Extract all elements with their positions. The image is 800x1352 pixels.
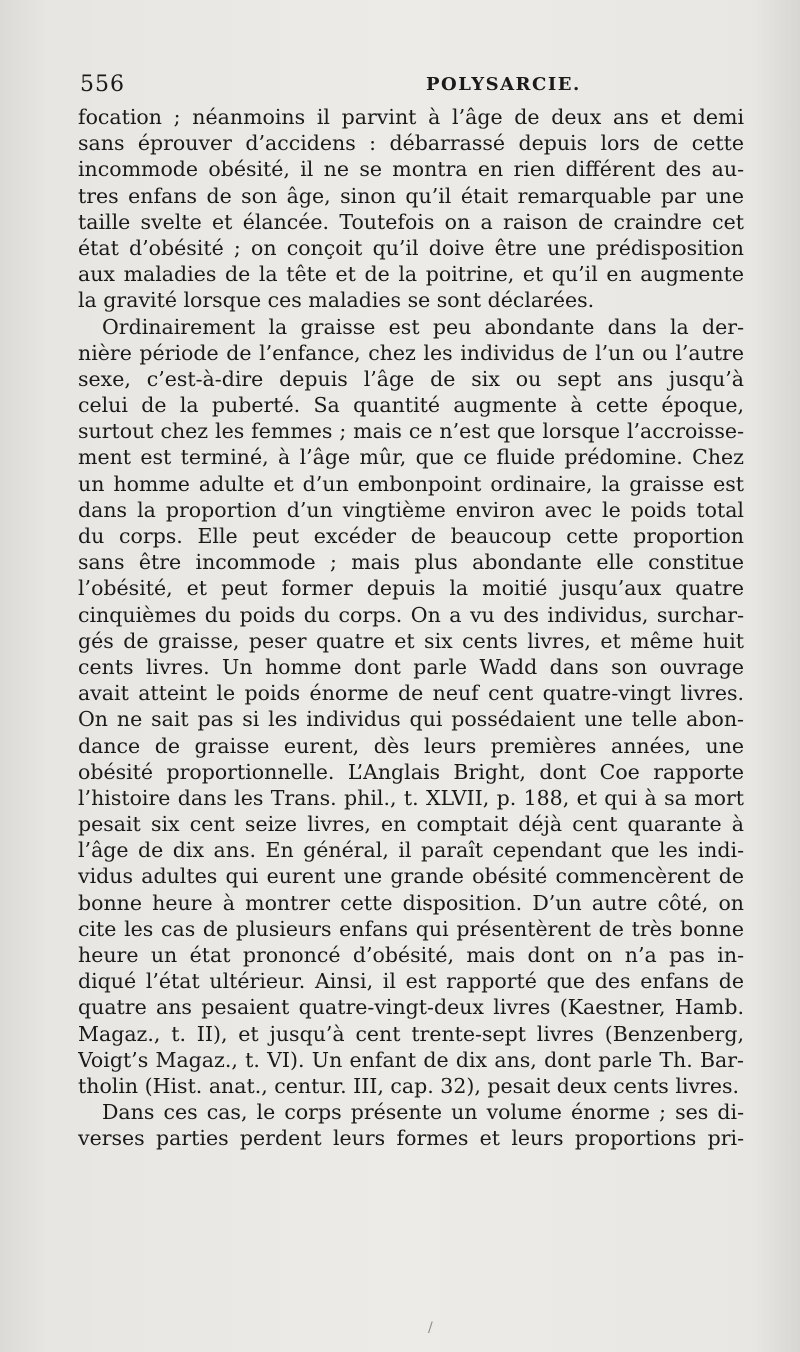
text-line: verses parties perdent leurs formes et leurs proportions pri- bbox=[78, 1126, 744, 1151]
text-line: Magaz., t. II), et jusqu’à cent trente-sept livres (Benzenberg, bbox=[78, 1021, 744, 1046]
text-line: l’âge de dix ans. En général, il paraît cependant que les indi- bbox=[78, 838, 744, 863]
text-line: gés de graisse, peser quatre et six cents livres, et même huit bbox=[78, 628, 744, 653]
text-line: avait atteint le poids énorme de neuf cent quatre-vingt livres. bbox=[78, 681, 744, 706]
running-title: POLYSARCIE. bbox=[426, 74, 581, 95]
paragraph bbox=[78, 314, 744, 1100]
text-line: Voigt’s Magaz., t. VI). Un enfant de dix ans, dont parle Th. Bar- bbox=[78, 1047, 744, 1072]
text-line: diqué l’état ultérieur. Ainsi, il est rapporté que des enfans de bbox=[78, 969, 744, 994]
text-line: cinquièmes du poids du corps. On a vu des individus, surchar- bbox=[78, 602, 744, 627]
text-line: aux maladies de la tête et de la poitrine, et qu’il en augmente bbox=[78, 262, 744, 287]
text-line: état d’obésité ; on conçoit qu’il doive être une prédisposition bbox=[78, 235, 744, 260]
text-line: On ne sait pas si les individus qui possédaient une telle abon- bbox=[78, 707, 744, 732]
text-line: surtout chez les femmes ; mais ce n’est que lorsque l’accroisse- bbox=[78, 419, 744, 444]
text-line: focation ; néanmoins il parvint à l’âge de deux ans et demi bbox=[78, 105, 744, 129]
text-line: Ordinairement la graisse est peu abondante dans la der- bbox=[102, 314, 744, 339]
text-line: dance de graisse eurent, dès leurs premières années, une bbox=[78, 733, 744, 758]
page-header bbox=[80, 72, 742, 102]
text-line: Dans ces cas, le corps présente un volume énorme ; ses di- bbox=[102, 1100, 744, 1125]
paragraph bbox=[78, 1099, 744, 1151]
page-number: 556 bbox=[80, 72, 125, 97]
text-line: bonne heure à montrer cette disposition. D’un autre côté, on bbox=[78, 890, 744, 915]
text-line: dans la proportion d’un vingtième environ avec le poids total bbox=[78, 497, 744, 522]
text-line: nière période de l’enfance, chez les individus de l’un ou l’autre bbox=[78, 340, 744, 365]
paragraph bbox=[78, 104, 744, 314]
text-line: quatre ans pesaient quatre-vingt-deux livres (Kaestner, Hamb. bbox=[78, 995, 744, 1020]
body-text bbox=[78, 104, 744, 1152]
text-line: un homme adulte et d’un embonpoint ordinaire, la graisse est bbox=[78, 471, 744, 496]
text-line: celui de la puberté. Sa quantité augmente à cette époque, bbox=[78, 393, 744, 418]
text-line: cents livres. Un homme dont parle Wadd dans son ouvrage bbox=[78, 654, 744, 679]
text-line: la gravité lorsque ces maladies se sont déclarées. bbox=[78, 288, 595, 313]
text-line: l’histoire dans les Trans. phil., t. XLVII, p. 188, et qui à sa mort bbox=[78, 785, 744, 810]
text-line: vidus adultes qui eurent une grande obésité commencèrent de bbox=[78, 864, 744, 889]
text-line: incommode obésité, il ne se montra en rien différent des au- bbox=[78, 157, 744, 182]
text-line: ment est terminé, à l’âge mûr, que ce fluide prédomine. Chez bbox=[78, 445, 744, 470]
text-line: taille svelte et élancée. Toutefois on a raison de craindre cet bbox=[78, 209, 744, 234]
text-line: pesait six cent seize livres, en comptait déjà cent quarante à bbox=[78, 812, 744, 837]
text-line: sexe, c’est-à-dire depuis l’âge de six ou sept ans jusqu’à bbox=[78, 366, 744, 391]
text-line: obésité proportionnelle. L’Anglais Bright, dont Coe rapporte bbox=[78, 759, 744, 784]
text-line: du corps. Elle peut excéder de beaucoup cette proportion bbox=[78, 524, 744, 548]
text-line: sans éprouver d’accidens : débarrassé depuis lors de cette bbox=[78, 131, 744, 156]
text-line: cite les cas de plusieurs enfans qui présentèrent de très bonne bbox=[78, 916, 744, 941]
text-line: tholin (Hist. anat., centur. III, cap. 32), pesait deux cents livres. bbox=[78, 1073, 740, 1098]
footer-mark: / bbox=[428, 1320, 433, 1336]
text-line: heure un état prononcé d’obésité, mais dont on n’a pas in- bbox=[78, 943, 744, 967]
text-line: l’obésité, et peut former depuis la moitié jusqu’aux quatre bbox=[78, 576, 744, 601]
text-line: sans être incommode ; mais plus abondante elle constitue bbox=[78, 550, 744, 575]
text-line: tres enfans de son âge, sinon qu’il était remarquable par une bbox=[78, 183, 744, 208]
